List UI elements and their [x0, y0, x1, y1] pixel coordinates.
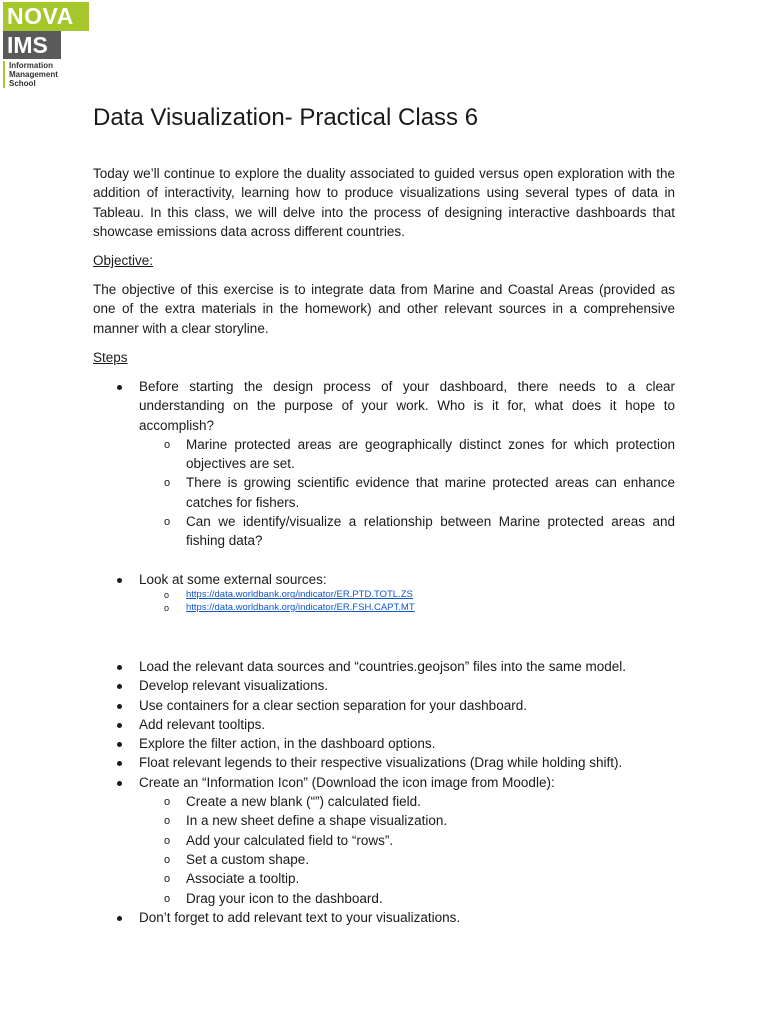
circle-bullet-icon: o: [164, 892, 171, 905]
sub-list-item: [139, 850, 675, 869]
bullet-dot: [117, 704, 122, 709]
circle-bullet-icon: o: [164, 516, 171, 529]
list-item-text: Look at some external sources:: [139, 572, 327, 587]
sub-list-item-text: There is growing scientific evidence that marine protected areas can enhance catches for fishers.: [186, 475, 675, 510]
logo-subtitle-line: School: [9, 79, 36, 88]
objective-heading: Objective:: [93, 253, 154, 268]
sub-list-item: [139, 473, 675, 512]
link-list: [139, 589, 675, 614]
circle-bullet-icon: o: [164, 602, 170, 613]
list-item-text: Before starting the design process of your dashboard, there needs to a clear understanding on the purpose of your work. Who is it for, what does it hope to accomplish?: [139, 379, 675, 433]
circle-bullet-icon: o: [164, 873, 171, 886]
list-item: [93, 676, 675, 695]
sub-list: [139, 435, 675, 551]
intro-paragraph: Today we’ll continue to explore the duality associated to guided versus open exploration with the addition of interactivity, learning how to produce visualizations using several types of data in Tableau. In this class, we will delve into the process of designing interactive dashboards that showcase emissions data across different countries.: [93, 166, 675, 239]
bullet-dot: [117, 684, 122, 689]
circle-bullet-icon: o: [164, 796, 171, 809]
bullet-dot: [117, 723, 122, 728]
circle-bullet-icon: o: [164, 853, 171, 866]
sub-list-item: [139, 831, 675, 850]
sub-list-item: [139, 435, 675, 474]
steps-list-sources: [93, 570, 675, 614]
circle-bullet-icon: o: [164, 438, 171, 451]
sub-list-item-text: Add your calculated field to “rows”.: [186, 832, 394, 848]
bullet-dot: [117, 781, 122, 786]
logo-subtitle-line: Information: [9, 61, 53, 70]
list-item: [93, 908, 675, 927]
logo-subtitle-line: Management: [9, 70, 58, 79]
bullet-dot: [117, 761, 122, 766]
sub-list-item-text: In a new sheet define a shape visualization.: [186, 813, 448, 829]
bullet-dot: [117, 665, 122, 670]
sub-list-item-text: Create a new blank (“”) calculated field.: [186, 794, 421, 810]
list-item: [93, 377, 675, 551]
list-item: [93, 715, 675, 734]
nova-ims-logo: [3, 2, 89, 88]
list-item-text: Don’t forget to add relevant text to your visualizations.: [139, 909, 461, 925]
sub-list-item: [139, 792, 675, 811]
steps-list-purpose: [93, 377, 675, 551]
bullet-dot: [117, 916, 122, 921]
worldbank-link-fish-capture[interactable]: https://data.worldbank.org/indicator/ER.FSH.CAPT.MT: [186, 601, 415, 613]
list-item-text: Use containers for a clear section separation for your dashboard.: [139, 697, 527, 713]
bullet-dot: [117, 742, 122, 747]
circle-bullet-icon: o: [164, 815, 171, 828]
list-item-text: Add relevant tooltips.: [139, 716, 266, 732]
worldbank-link-protected-areas[interactable]: https://data.worldbank.org/indicator/ER.PTD.TOTL.ZS: [186, 589, 413, 601]
logo-nova: NOVA: [3, 2, 89, 31]
sub-list-item-text: Associate a tooltip.: [186, 871, 300, 887]
sub-list-item: [139, 889, 675, 908]
circle-bullet-icon: o: [164, 834, 171, 847]
logo-subtitle: [3, 61, 89, 88]
sub-list-item-text: Set a custom shape.: [186, 851, 310, 867]
bullet-dot: [117, 578, 122, 583]
list-item-text: Create an “Information Icon” (Download the icon image from Moodle):: [139, 774, 555, 790]
list-item: [93, 696, 675, 715]
list-item: [93, 773, 675, 908]
sub-list-item: [139, 811, 675, 830]
logo-ims: IMS: [3, 31, 61, 59]
steps-heading: Steps: [93, 350, 128, 365]
bullet-dot: [117, 385, 122, 390]
list-item: [93, 570, 675, 614]
sub-list-item-text: Drag your icon to the dashboard.: [186, 890, 383, 906]
sub-list: [139, 792, 675, 908]
list-item: [93, 753, 675, 772]
list-item: [93, 657, 675, 676]
circle-bullet-icon: o: [164, 590, 170, 601]
list-item-text: Float relevant legends to their respective visualizations (Drag while holding shift).: [139, 755, 623, 771]
sub-list-item-text: Can we identify/visualize a relationship between Marine protected areas and fishing data?: [186, 514, 675, 549]
list-item: [93, 734, 675, 753]
steps-list-tasks: [93, 657, 675, 927]
sub-list-item: [139, 602, 675, 615]
list-item-text: Load the relevant data sources and “countries.geojson” files into the same model.: [139, 659, 627, 674]
objective-paragraph: The objective of this exercise is to integrate data from Marine and Coastal Areas (provided as one of the extra materials in the homework) and other relevant sources in a comprehensive manner with a clear storyline.: [93, 282, 675, 336]
circle-bullet-icon: o: [164, 477, 171, 490]
sub-list-item-text: Marine protected areas are geographically distinct zones for which protection objectives are set.: [186, 436, 675, 472]
page-title: Data Visualization- Practical Class 6: [93, 104, 479, 131]
list-item-text: Develop relevant visualizations.: [139, 678, 329, 694]
sub-list-item: [139, 589, 675, 602]
list-item-text: Explore the filter action, in the dashboard options.: [139, 736, 436, 752]
sub-list-item: [139, 869, 675, 888]
sub-list-item: [139, 512, 675, 551]
